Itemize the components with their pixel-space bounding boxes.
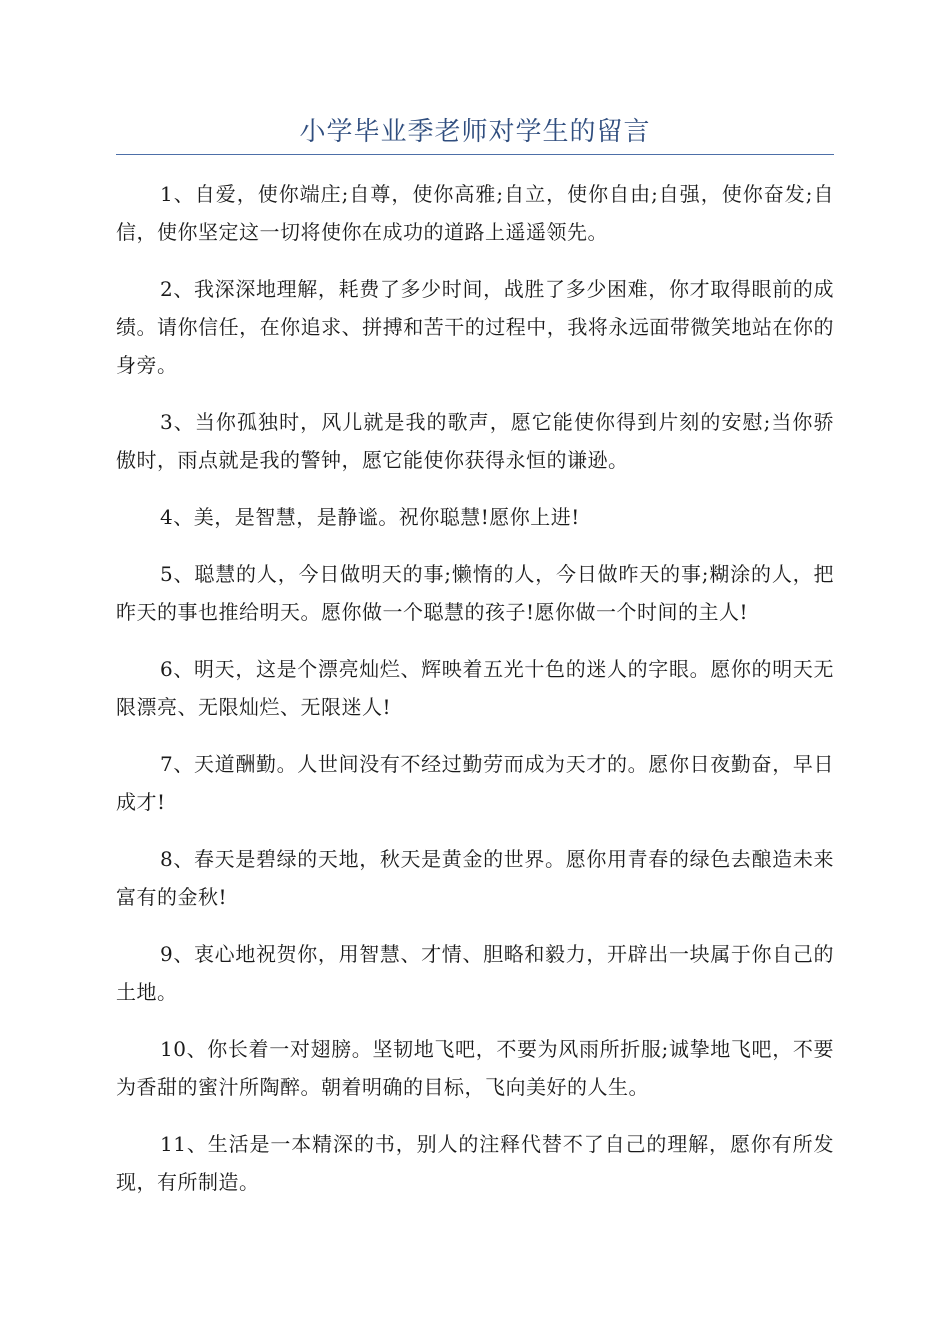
paragraph-5: 5、聪慧的人，今日做明天的事;懒惰的人，今日做昨天的事;糊涂的人，把昨天的事也推给明天。愿你做一个聪慧的孩子!愿你做一个时间的主人! (116, 562, 834, 624)
paragraph-2: 2、我深深地理解，耗费了多少时间，战胜了多少困难，你才取得眼前的成绩。请你信任，在你追求、拼搏和苦干的过程中，我将永远面带微笑地站在你的身旁。 (116, 277, 834, 377)
paragraph-7: 7、天道酬勤。人世间没有不经过勤劳而成为天才的。愿你日夜勤奋，早日成才! (116, 752, 834, 814)
paragraph-8: 8、春天是碧绿的天地，秋天是黄金的世界。愿你用青春的绿色去酿造未来富有的金秋! (116, 847, 834, 909)
title-underline (116, 154, 834, 155)
document-body (116, 175, 834, 1220)
paragraph-6: 6、明天，这是个漂亮灿烂、辉映着五光十色的迷人的字眼。愿你的明天无限漂亮、无限灿烂、无限迷人! (116, 657, 834, 719)
paragraph-11: 11、生活是一本精深的书，别人的注释代替不了自己的理解，愿你有所发现，有所制造。 (116, 1132, 834, 1194)
paragraph-3: 3、当你孤独时，风儿就是我的歌声，愿它能使你得到片刻的安慰;当你骄傲时，雨点就是我的警钟，愿它能使你获得永恒的谦逊。 (116, 410, 834, 472)
paragraph-10: 10、你长着一对翅膀。坚韧地飞吧，不要为风雨所折服;诚挚地飞吧，不要为香甜的蜜汁所陶醉。朝着明确的目标，飞向美好的人生。 (116, 1037, 834, 1099)
page-title: 小学毕业季老师对学生的留言 (299, 117, 651, 147)
paragraph-1: 1、自爱，使你端庄;自尊，使你高雅;自立，使你自由;自强，使你奋发;自信，使你坚定这一切将使你在成功的道路上遥遥领先。 (116, 182, 834, 244)
paragraph-9: 9、衷心地祝贺你，用智慧、才情、胆略和毅力，开辟出一块属于你自己的土地。 (116, 942, 834, 1004)
paragraph-4: 4、美，是智慧，是静谧。祝你聪慧!愿你上进! (160, 505, 580, 529)
